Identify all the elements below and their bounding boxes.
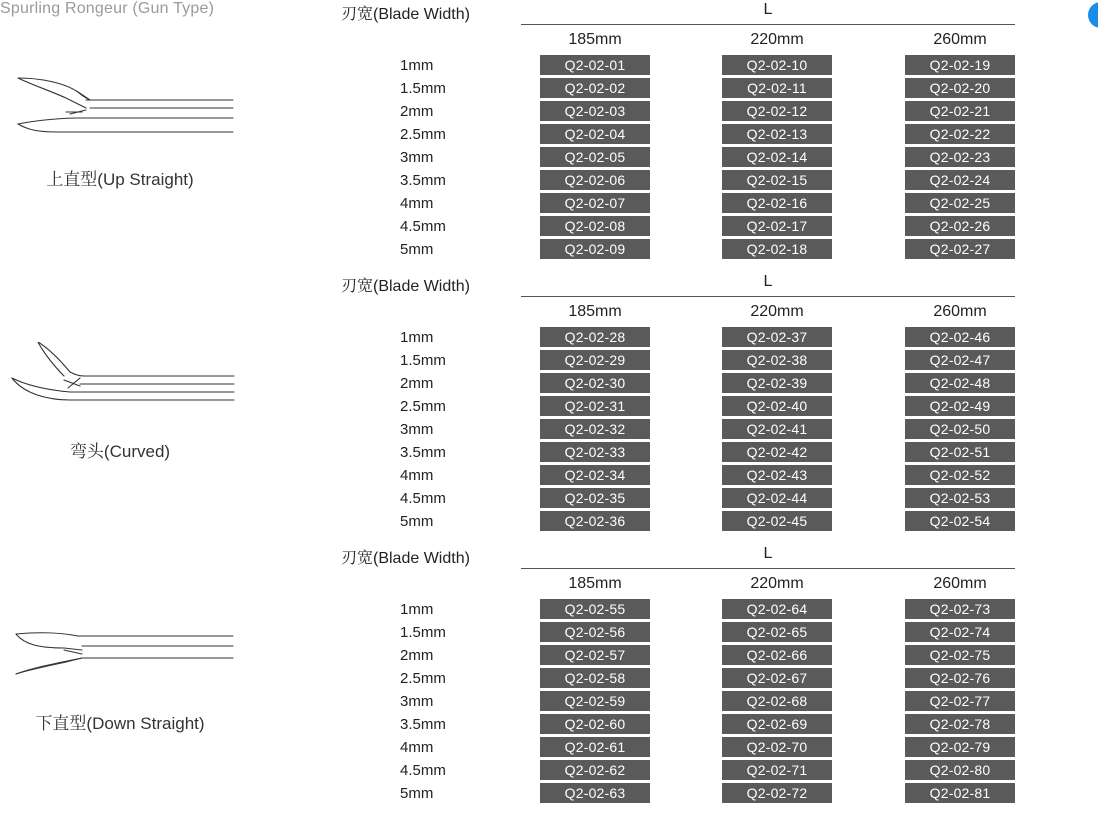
- product-code: Q2-02-25: [905, 193, 1015, 213]
- section-down-straight: [0, 544, 1098, 814]
- variant-label: 弯头(Curved): [69, 442, 171, 461]
- blade-width-value: 4.5mm: [400, 490, 446, 507]
- blade-width-value: 5mm: [400, 785, 434, 802]
- table-row: [0, 713, 1098, 736]
- product-code: Q2-02-64: [722, 599, 832, 619]
- blade-width-value: 1mm: [400, 329, 434, 346]
- length-260: 260mm: [933, 575, 987, 592]
- header-divider: [521, 296, 1015, 297]
- blade-width-value: 2mm: [400, 103, 434, 120]
- product-code: Q2-02-42: [722, 442, 832, 462]
- product-code: Q2-02-02: [540, 78, 650, 98]
- blade-width-value: 3.5mm: [400, 444, 446, 461]
- blade-width-value: 2.5mm: [400, 398, 446, 415]
- product-code: Q2-02-77: [905, 691, 1015, 711]
- length-185: 185mm: [568, 575, 622, 592]
- table-row: [0, 464, 1098, 487]
- product-code: Q2-02-47: [905, 350, 1015, 370]
- blade-width-value: 1.5mm: [400, 352, 446, 369]
- product-code: Q2-02-76: [905, 668, 1015, 688]
- product-code: Q2-02-32: [540, 419, 650, 439]
- product-code: Q2-02-65: [722, 622, 832, 642]
- product-code: Q2-02-33: [540, 442, 650, 462]
- product-code: Q2-02-26: [905, 216, 1015, 236]
- product-code: Q2-02-35: [540, 488, 650, 508]
- product-code: Q2-02-08: [540, 216, 650, 236]
- length-185: 185mm: [568, 303, 622, 320]
- product-code: Q2-02-70: [722, 737, 832, 757]
- variant-label: 上直型(Up Straight): [46, 170, 194, 189]
- blade-width-value: 3mm: [400, 149, 434, 166]
- product-code: Q2-02-07: [540, 193, 650, 213]
- product-code: Q2-02-37: [722, 327, 832, 347]
- product-code: Q2-02-72: [722, 783, 832, 803]
- table-row: [0, 54, 1098, 77]
- table-row: [0, 510, 1098, 533]
- blade-width-value: 4mm: [400, 739, 434, 756]
- product-code: Q2-02-68: [722, 691, 832, 711]
- product-code: Q2-02-58: [540, 668, 650, 688]
- table-row: [0, 395, 1098, 418]
- product-code: Q2-02-40: [722, 396, 832, 416]
- length-220: 220mm: [750, 575, 804, 592]
- product-code: Q2-02-21: [905, 101, 1015, 121]
- product-code: Q2-02-59: [540, 691, 650, 711]
- product-code: Q2-02-34: [540, 465, 650, 485]
- product-code: Q2-02-62: [540, 760, 650, 780]
- blade-width-value: 3mm: [400, 693, 434, 710]
- table-row: [0, 192, 1098, 215]
- product-code: Q2-02-56: [540, 622, 650, 642]
- length-header: L: [763, 273, 773, 290]
- product-code: Q2-02-54: [905, 511, 1015, 531]
- product-code: Q2-02-30: [540, 373, 650, 393]
- header-divider: [521, 24, 1015, 25]
- table-row: [0, 487, 1098, 510]
- product-code: Q2-02-05: [540, 147, 650, 167]
- blade-width-value: 3mm: [400, 421, 434, 438]
- table-row: [0, 690, 1098, 713]
- product-code: Q2-02-24: [905, 170, 1015, 190]
- product-code: Q2-02-43: [722, 465, 832, 485]
- blade-width-value: 4.5mm: [400, 218, 446, 235]
- table-row: [0, 441, 1098, 464]
- table-row: [0, 123, 1098, 146]
- blade-width-value: 4mm: [400, 467, 434, 484]
- product-code: Q2-02-20: [905, 78, 1015, 98]
- product-code: Q2-02-75: [905, 645, 1015, 665]
- product-code: Q2-02-11: [722, 78, 832, 98]
- header-divider: [521, 568, 1015, 569]
- product-code: Q2-02-78: [905, 714, 1015, 734]
- product-code: Q2-02-13: [722, 124, 832, 144]
- blade-width-header: 刃宽(Blade Width): [341, 278, 470, 295]
- product-code: Q2-02-49: [905, 396, 1015, 416]
- variant-label: 下直型(Down Straight): [35, 714, 205, 733]
- blade-width-value: 1.5mm: [400, 624, 446, 641]
- blade-width-value: 5mm: [400, 513, 434, 530]
- product-code: Q2-02-38: [722, 350, 832, 370]
- product-code: Q2-02-52: [905, 465, 1015, 485]
- blade-width-value: 2.5mm: [400, 670, 446, 687]
- product-code: Q2-02-45: [722, 511, 832, 531]
- product-code: Q2-02-10: [722, 55, 832, 75]
- product-code: Q2-02-27: [905, 239, 1015, 259]
- product-code: Q2-02-36: [540, 511, 650, 531]
- table-row: [0, 621, 1098, 644]
- blade-width-value: 2.5mm: [400, 126, 446, 143]
- product-code: Q2-02-23: [905, 147, 1015, 167]
- table-row: [0, 598, 1098, 621]
- product-code: Q2-02-31: [540, 396, 650, 416]
- product-code: Q2-02-16: [722, 193, 832, 213]
- blade-width-value: 3.5mm: [400, 716, 446, 733]
- product-code: Q2-02-63: [540, 783, 650, 803]
- table-row: [0, 146, 1098, 169]
- blade-width-value: 2mm: [400, 647, 434, 664]
- product-code: Q2-02-03: [540, 101, 650, 121]
- length-220: 220mm: [750, 31, 804, 48]
- table-row: [0, 782, 1098, 805]
- product-code: Q2-02-04: [540, 124, 650, 144]
- table-row: [0, 326, 1098, 349]
- product-code: Q2-02-41: [722, 419, 832, 439]
- table-row: [0, 644, 1098, 667]
- product-code: Q2-02-12: [722, 101, 832, 121]
- length-185: 185mm: [568, 31, 622, 48]
- blade-width-value: 4.5mm: [400, 762, 446, 779]
- table-row: [0, 759, 1098, 782]
- length-260: 260mm: [933, 31, 987, 48]
- table-row: [0, 349, 1098, 372]
- product-code: Q2-02-46: [905, 327, 1015, 347]
- product-code: Q2-02-44: [722, 488, 832, 508]
- product-code: Q2-02-81: [905, 783, 1015, 803]
- blade-width-header: 刃宽(Blade Width): [341, 6, 470, 23]
- table-row: [0, 418, 1098, 441]
- product-code: Q2-02-74: [905, 622, 1015, 642]
- blade-width-value: 1mm: [400, 601, 434, 618]
- product-code: Q2-02-15: [722, 170, 832, 190]
- length-220: 220mm: [750, 303, 804, 320]
- product-code: Q2-02-57: [540, 645, 650, 665]
- section-up-straight: [0, 0, 1098, 270]
- blade-width-value: 4mm: [400, 195, 434, 212]
- product-code: Q2-02-69: [722, 714, 832, 734]
- table-row: [0, 238, 1098, 261]
- blade-width-header: 刃宽(Blade Width): [341, 550, 470, 567]
- product-code: Q2-02-60: [540, 714, 650, 734]
- product-code: Q2-02-48: [905, 373, 1015, 393]
- table-row: [0, 77, 1098, 100]
- blade-width-value: 1.5mm: [400, 80, 446, 97]
- product-code: Q2-02-55: [540, 599, 650, 619]
- product-code: Q2-02-67: [722, 668, 832, 688]
- product-code: Q2-02-18: [722, 239, 832, 259]
- product-code: Q2-02-73: [905, 599, 1015, 619]
- length-header: L: [763, 1, 773, 18]
- blade-width-value: 1mm: [400, 57, 434, 74]
- product-title: Spurling Rongeur (Gun Type): [0, 0, 215, 17]
- product-code: Q2-02-61: [540, 737, 650, 757]
- product-code: Q2-02-80: [905, 760, 1015, 780]
- product-code: Q2-02-51: [905, 442, 1015, 462]
- product-code: Q2-02-28: [540, 327, 650, 347]
- table-row: [0, 215, 1098, 238]
- product-code: Q2-02-01: [540, 55, 650, 75]
- product-code: Q2-02-14: [722, 147, 832, 167]
- table-row: [0, 372, 1098, 395]
- length-header: L: [763, 545, 773, 562]
- length-260: 260mm: [933, 303, 987, 320]
- product-code: Q2-02-22: [905, 124, 1015, 144]
- blade-width-value: 3.5mm: [400, 172, 446, 189]
- product-code: Q2-02-29: [540, 350, 650, 370]
- product-code: Q2-02-09: [540, 239, 650, 259]
- table-row: [0, 667, 1098, 690]
- table-row: [0, 736, 1098, 759]
- product-code: Q2-02-17: [722, 216, 832, 236]
- product-code: Q2-02-39: [722, 373, 832, 393]
- section-curved: [0, 272, 1098, 542]
- product-code: Q2-02-06: [540, 170, 650, 190]
- blade-width-value: 5mm: [400, 241, 434, 258]
- product-code: Q2-02-66: [722, 645, 832, 665]
- table-row: [0, 169, 1098, 192]
- blade-width-value: 2mm: [400, 375, 434, 392]
- product-code: Q2-02-53: [905, 488, 1015, 508]
- product-code: Q2-02-79: [905, 737, 1015, 757]
- product-code: Q2-02-50: [905, 419, 1015, 439]
- product-code: Q2-02-71: [722, 760, 832, 780]
- table-row: [0, 100, 1098, 123]
- product-code: Q2-02-19: [905, 55, 1015, 75]
